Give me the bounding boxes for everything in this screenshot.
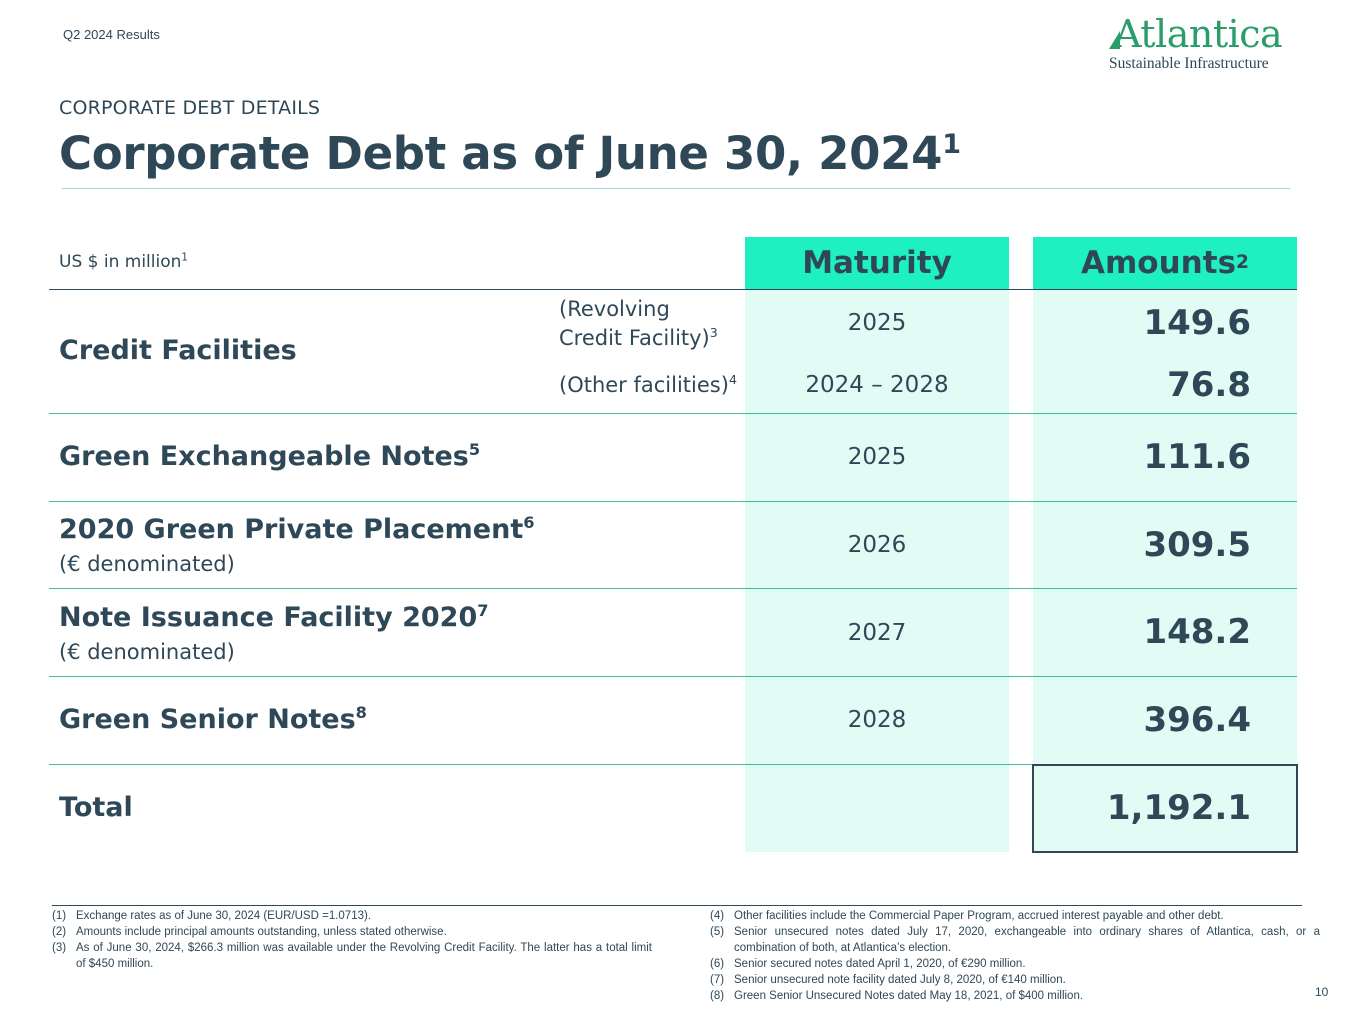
section-label: CORPORATE DEBT DETAILS — [59, 97, 321, 119]
other-facilities-maturity: 2024 – 2028 — [805, 372, 949, 398]
footnote-item — [710, 988, 1320, 1004]
credit-facilities-label: Credit Facilities — [59, 335, 297, 366]
footnote-item — [710, 924, 1320, 956]
header-divider — [49, 289, 1297, 290]
other-facilities-text: (Other facilities) — [559, 373, 729, 397]
green-senior-amount: 396.4 — [1143, 700, 1251, 740]
green-private-amount: 309.5 — [1143, 525, 1251, 565]
units-label-text: US $ in million — [59, 252, 182, 272]
green-senior-maturity: 2028 — [847, 707, 907, 733]
footnote-text: Senior unsecured notes dated July 17, 2020, exchangeable into ordinary shares of Atlantica, cash, or a combination of both, at Atlantica’s election. — [734, 926, 1320, 954]
note-issuance-footnote: 7 — [477, 601, 489, 620]
total-amount: 1,192.1 — [1106, 788, 1251, 828]
footnote-item — [52, 908, 652, 924]
page-title-text: Corporate Debt as of June 30, 2024 — [59, 127, 943, 180]
row-divider — [49, 501, 1297, 502]
page-title — [59, 127, 961, 180]
revolving-credit-label — [559, 295, 718, 353]
green-exchangeable-label — [59, 441, 480, 472]
report-label: Q2 2024 Results — [63, 27, 160, 42]
amounts-header-text: Amounts — [1081, 245, 1237, 281]
revolving-amount: 149.6 — [1143, 303, 1251, 343]
other-facilities-amount: 76.8 — [1167, 365, 1251, 405]
footnote-text: Amounts include principal amounts outstanding, unless stated otherwise. — [76, 926, 447, 938]
green-private-footnote: 6 — [523, 513, 535, 532]
logo-tagline: Sustainable Infrastructure — [1109, 55, 1269, 72]
green-private-sub: (€ denominated) — [59, 552, 235, 576]
green-private-maturity: 2026 — [847, 532, 907, 558]
amounts-column-header: Amounts 2 — [1033, 237, 1297, 289]
footnote-text: As of June 30, 2024, $266.3 million was available under the Revolving Credit Facility. The latter has a total limit of $450 million. — [76, 942, 652, 970]
footnote-item — [710, 908, 1320, 924]
green-private-text: 2020 Green Private Placement — [59, 514, 524, 545]
note-issuance-label — [59, 602, 489, 633]
green-exchangeable-text: Green Exchangeable Notes — [59, 441, 469, 472]
footnote-item — [710, 972, 1320, 988]
green-private-label — [59, 514, 535, 545]
footnote-number: (7) — [710, 974, 725, 986]
revolving-maturity: 2025 — [847, 310, 907, 336]
page-title-footnote: 1 — [942, 129, 961, 160]
note-issuance-maturity: 2027 — [847, 620, 907, 646]
green-exchangeable-footnote: 5 — [468, 440, 481, 459]
units-footnote: 1 — [181, 252, 188, 264]
footnote-divider — [52, 905, 1302, 906]
maturity-column-header: Maturity — [745, 237, 1009, 289]
note-issuance-sub: (€ denominated) — [59, 640, 235, 664]
footnotes-left — [52, 908, 652, 972]
footnote-item — [52, 940, 652, 972]
units-label — [59, 252, 188, 272]
footnote-number: (4) — [710, 910, 725, 922]
footnote-text: Exchange rates as of June 30, 2024 (EUR/USD =1.0713). — [76, 910, 372, 922]
green-senior-label — [59, 704, 367, 735]
footnote-number: (5) — [710, 926, 725, 938]
green-senior-footnote: 8 — [355, 703, 367, 722]
footnote-number: (2) — [52, 926, 67, 938]
footnote-number: (8) — [710, 990, 725, 1002]
green-exchangeable-maturity: 2025 — [847, 444, 907, 470]
footnote-text: Senior secured notes dated April 1, 2020, of €290 million. — [734, 958, 1026, 970]
footnote-text: Green Senior Unsecured Notes dated May 18, 2021, of $400 million. — [734, 990, 1084, 1002]
company-logo — [1108, 14, 1292, 74]
footnote-text: Senior unsecured note facility dated July 8, 2020, of €140 million. — [734, 974, 1066, 986]
footnote-text: Other facilities include the Commercial Paper Program, accrued interest payable and other debt. — [734, 910, 1224, 922]
footnote-item — [52, 924, 652, 940]
row-divider — [49, 676, 1297, 677]
total-label: Total — [59, 792, 133, 823]
footnote-number: (6) — [710, 958, 725, 970]
footnote-number: (3) — [52, 942, 67, 954]
other-facilities-footnote: 4 — [728, 372, 737, 387]
row-divider — [49, 588, 1297, 589]
other-facilities-label — [559, 371, 737, 400]
revolving-label-line2: Credit Facility) — [559, 326, 710, 350]
revolving-footnote: 3 — [709, 325, 718, 340]
footnote-number: (1) — [52, 910, 67, 922]
revolving-label-line1: (Revolving — [559, 297, 670, 321]
page-number: 10 — [1315, 985, 1329, 999]
footnote-item — [710, 956, 1320, 972]
note-issuance-amount: 148.2 — [1143, 612, 1251, 652]
row-divider — [49, 413, 1297, 414]
green-senior-text: Green Senior Notes — [59, 704, 356, 735]
logo-name: Atlantica — [1114, 12, 1283, 56]
footnotes-right — [710, 908, 1320, 1004]
title-divider — [62, 188, 1290, 189]
note-issuance-text: Note Issuance Facility 2020 — [59, 602, 478, 633]
green-exchangeable-amount: 111.6 — [1143, 437, 1251, 477]
